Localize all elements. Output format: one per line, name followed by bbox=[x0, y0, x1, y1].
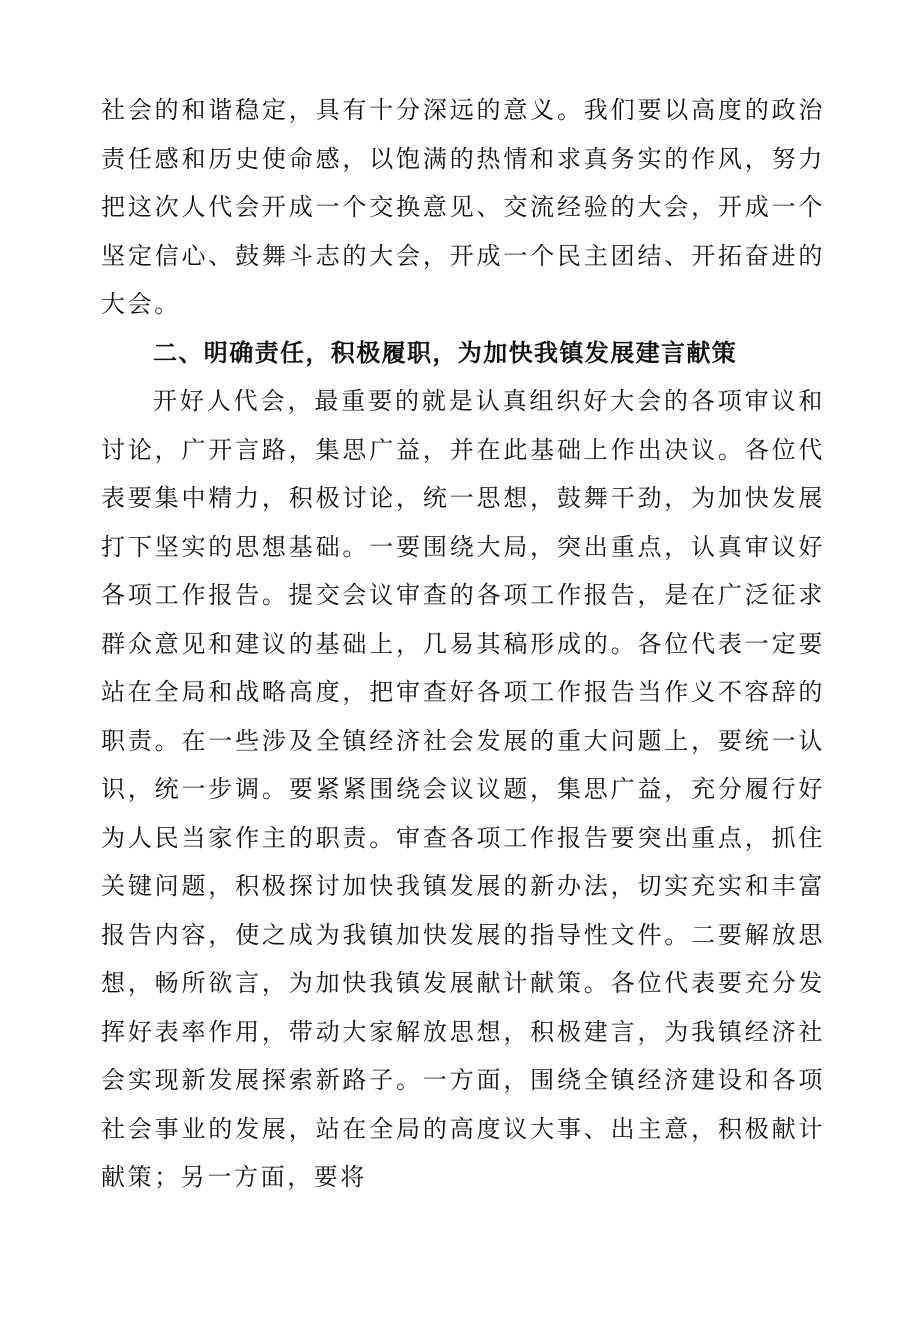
body-paragraph: 开好人代会，最重要的就是认真组织好大会的各项审议和讨论，广开言路，集思广益，并在此基础上作出决议。各位代表要集中精力，积极讨论，统一思想，鼓舞干劲，为加快发展打下坚实的思想基础。一要围绕大局，突出重点，认真审议好各项工作报告。提交会议审查的各项工作报告，是在广泛征求群众意见和建议的基础上，几易其稿形成的。各位代表一定要站在全局和战略高度，把审查好各项工作报告当作义不容辞的职责。在一些涉及全镇经济社会发展的重大问题上，要统一认识，统一步调。要紧紧围绕会议议题，集思广益，充分履行好为人民当家作主的职责。审查各项工作报告要突出重点，抓住关键问题，积极探讨加快我镇发展的新办法，切实充实和丰富报告内容，使之成为我镇加快发展的指导性文件。二要解放思想，畅所欲言，为加快我镇发展献计献策。各位代表要充分发挥好表率作用，带动大家解放思想，积极建言，为我镇经济社会实现新发展探索新路子。一方面，围绕全镇经济建设和各项社会事业的发展，站在全局的高度议大事、出主意，积极献计献策；另一方面，要将 bbox=[101, 387, 825, 1191]
section-heading: 二、明确责任，积极履职，为加快我镇发展建言献策 bbox=[153, 338, 738, 367]
body-paragraph: 社会的和谐稳定，具有十分深远的意义。我们要以高度的政治责任感和历史使命感，以饱满的热情和求真务实的作风，努力把这次人代会开成一个交换意见、交流经验的大会，开成一个坚定信心、鼓舞斗志的大会，开成一个民主团结、开拓奋进的大会。 bbox=[101, 96, 825, 318]
document-page bbox=[101, 86, 825, 1202]
